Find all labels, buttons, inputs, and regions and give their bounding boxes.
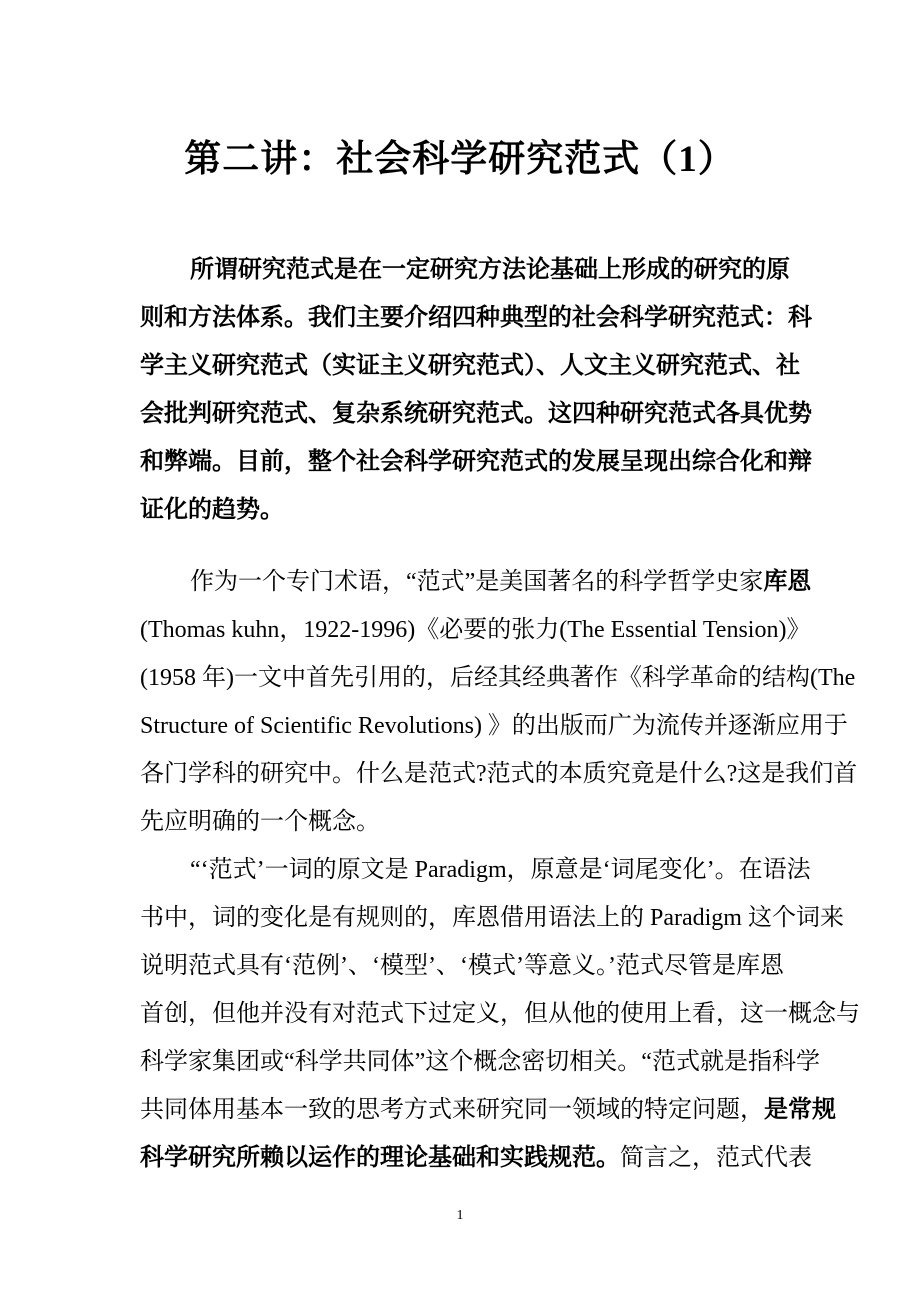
paragraph-2-line [190,565,812,599]
paragraph-1-line [140,397,812,431]
text: (Thomas kuhn，1922-1996)《必要的张力(The Essential Tension)》 [140,617,811,643]
text: 书中，词的变化是有规则的，库恩借用语法上的 Paradigm 这个词来 [140,905,844,931]
page-number: 1 [456,1208,464,1223]
paragraph-3-line [140,1141,812,1175]
paragraph-2-line [140,805,780,839]
text: 简言之，范式代表 [620,1145,812,1171]
text: 共同体用基本一致的思考方式来研究同一领域的特定问题， [140,1097,764,1123]
paragraph-1-line [140,445,812,479]
text: Structure of Scientific Revolutions) 》的出版而广为流传并逐渐应用于 [140,713,848,739]
bold-text: 所谓研究范式是在一定研究方法论基础上形成的研究的原 [190,257,790,283]
text: 作为一个专门术语，“范式”是美国著名的科学哲学史家 [190,569,764,595]
paragraph-1-line [140,349,800,383]
paragraph-3-line [140,949,784,983]
paragraph-3-line [190,853,811,887]
paragraph-1-line [140,301,812,335]
paragraph-3-line [140,1045,820,1079]
paragraph-2-line [140,661,856,695]
paragraph-2-line [140,709,848,743]
bold-text: 学主义研究范式（实证主义研究范式）、人文主义研究范式、社 [140,353,800,379]
paragraph-3-line [140,1093,836,1127]
bold-text: 证化的趋势。 [140,497,284,523]
bold-text: 库恩 [763,569,812,595]
text: 说明范式具有‘范例’、‘模型’、‘模式’等意义。’范式尽管是库恩 [140,953,784,979]
paragraph-3-line [140,997,860,1031]
bold-text: 则和方法体系。我们主要介绍四种典型的社会科学研究范式：科 [140,305,812,331]
bold-text: 和弊端。目前，整个社会科学研究范式的发展呈现出综合化和辩 [140,449,812,475]
paragraph-1-line [140,493,780,527]
text: 首创，但他并没有对范式下过定义，但从他的使用上看，这一概念与 [140,1001,860,1027]
text: 先应明确的一个概念。 [140,809,380,835]
bold-text: 是常规 [764,1097,836,1123]
paragraph-2-line [140,613,811,647]
page-title: 第二讲：社会科学研究范式（1） [184,139,736,180]
text: “‘范式’一词的原文是 Paradigm，原意是‘词尾变化’。在语法 [190,857,811,883]
paragraph-2-line [140,757,858,791]
text: 科学家集团或“科学共同体”这个概念密切相关。“范式就是指科学 [140,1049,820,1075]
paragraph-3-line [140,901,844,935]
text: (1958 年)一文中首先引用的，后经其经典著作《科学革命的结构(The [140,665,856,691]
paragraph-1-line [190,253,790,287]
text: 各门学科的研究中。什么是范式?范式的本质究竟是什么?这是我们首 [140,761,858,787]
bold-text: 会批判研究范式、复杂系统研究范式。这四种研究范式各具优势 [140,401,812,427]
bold-text: 科学研究所赖以运作的理论基础和实践规范。 [140,1145,620,1171]
